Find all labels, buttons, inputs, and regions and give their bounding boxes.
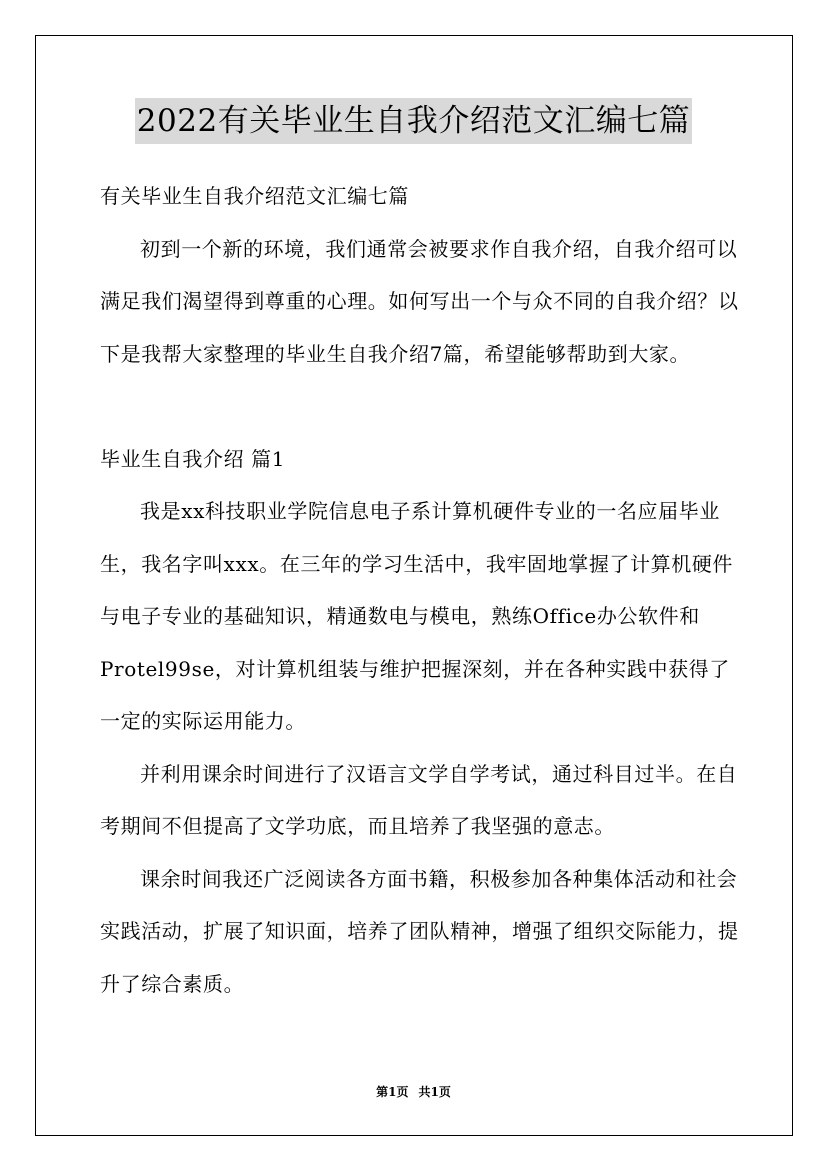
blank-line xyxy=(100,380,740,433)
body-paragraph-1: 我是xx科技职业学院信息电子系计算机硬件专业的一名应届毕业生，我名字叫xxx。在三年的学习生活中，我牢固地掌握了计算机硬件与电子专业的基础知识，精通数电与模电，熟练Office办公软件和Protel99se，对计算机组装与维护把握深刻，并在各种实践中获得了一定的实际运用能力。 xyxy=(100,499,734,733)
section-heading: 毕业生自我介绍 篇1 xyxy=(100,446,286,471)
title-container xyxy=(0,98,827,144)
page-total: 共1页 xyxy=(418,1085,451,1099)
document-body xyxy=(100,170,740,1010)
document-subtitle: 有关毕业生自我介绍范文汇编七篇 xyxy=(100,184,409,208)
document-title: 2022有关毕业生自我介绍范文汇编七篇 xyxy=(135,98,692,144)
page-number: 第1页 xyxy=(376,1085,409,1099)
body-paragraph-3: 课余时间我还广泛阅读各方面书籍，积极参加各种集体活动和社会实践活动，扩展了知识面，培养了团队精神，增强了组织交际能力，提升了综合素质。 xyxy=(100,866,739,996)
intro-paragraph: 初到一个新的环境，我们通常会被要求作自我介绍，自我介绍可以满足我们渴望得到尊重的心理。如何写出一个与众不同的自我介绍？以下是我帮大家整理的毕业生自我介绍7篇，希望能够帮助到大家。 xyxy=(100,236,739,366)
page-footer xyxy=(0,1083,827,1100)
body-paragraph-2: 并利用课余时间进行了汉语言文学自学考试，通过科目过半。在自考期间不但提高了文学功底，而且培养了我坚强的意志。 xyxy=(100,761,738,838)
